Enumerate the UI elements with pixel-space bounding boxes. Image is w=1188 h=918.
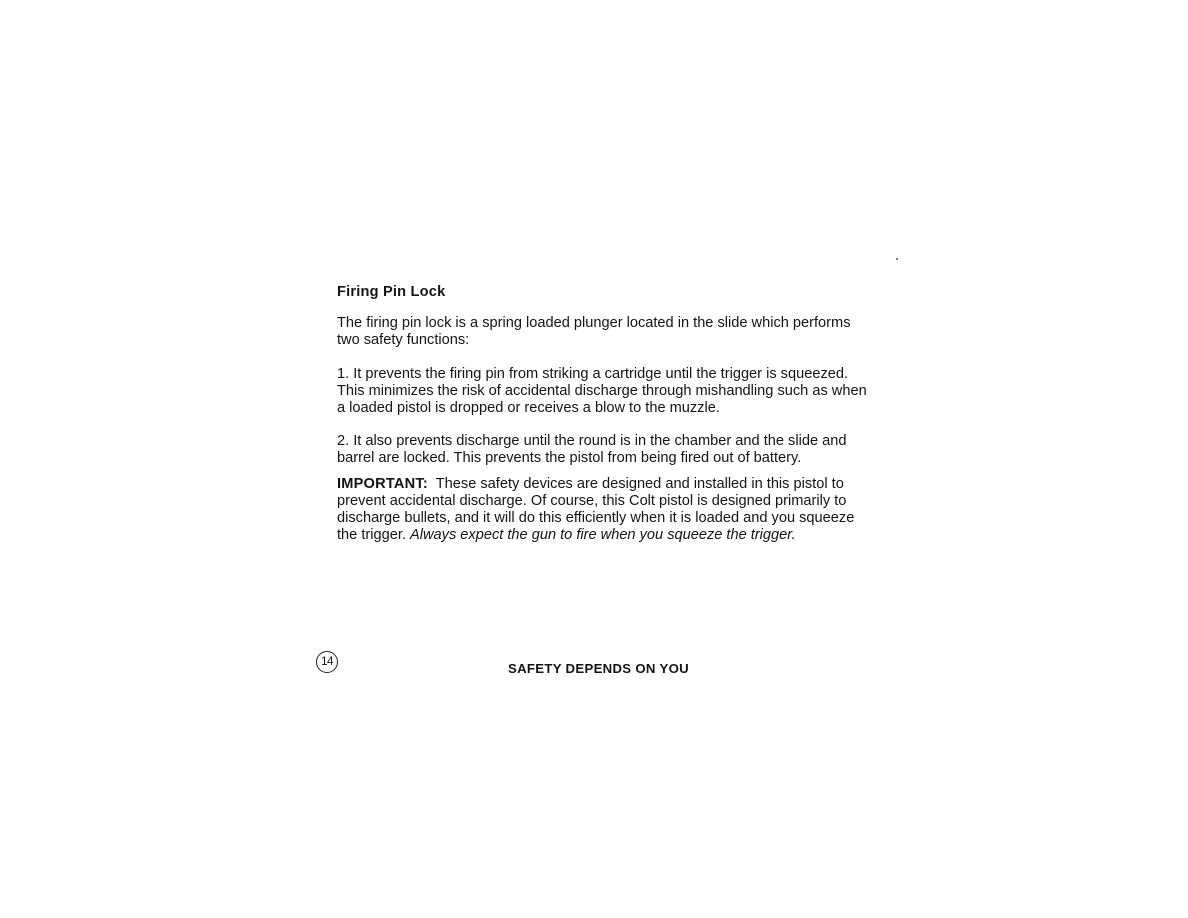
- section-heading: Firing Pin Lock: [337, 284, 446, 300]
- section-body: [337, 284, 867, 544]
- important-label: IMPORTANT:: [337, 476, 428, 492]
- intro-paragraph: The firing pin lock is a spring loaded plunger located in the slide which performs two safety functions:: [337, 315, 851, 348]
- point-two-paragraph: 2. It also prevents discharge until the round is in the chamber and the slide and barrel are locked. This prevents the pistol from being fired out of battery.: [337, 433, 847, 466]
- scan-speck: [896, 258, 898, 260]
- point-one-paragraph: 1. It prevents the firing pin from striking a cartridge until the trigger is squeezed. This minimizes the risk of accidental discharge through mishandling such as when a loaded pistol is dropped or receives a blow to the muzzle.: [337, 366, 867, 416]
- important-italic-text: Always expect the gun to fire when you squeeze the trigger.: [410, 527, 796, 543]
- important-paragraph: [337, 476, 867, 544]
- footer-title: SAFETY DEPENDS ON YOU: [508, 661, 689, 676]
- important-text: These safety devices are designed and installed in this pistol to prevent accidental discharge. Of course, this Colt pistol is designed primarily to discharge bullets, and it will do this efficiently when it is loaded and you squeeze the trigger.: [337, 476, 855, 543]
- page-number-badge: 14: [316, 651, 338, 673]
